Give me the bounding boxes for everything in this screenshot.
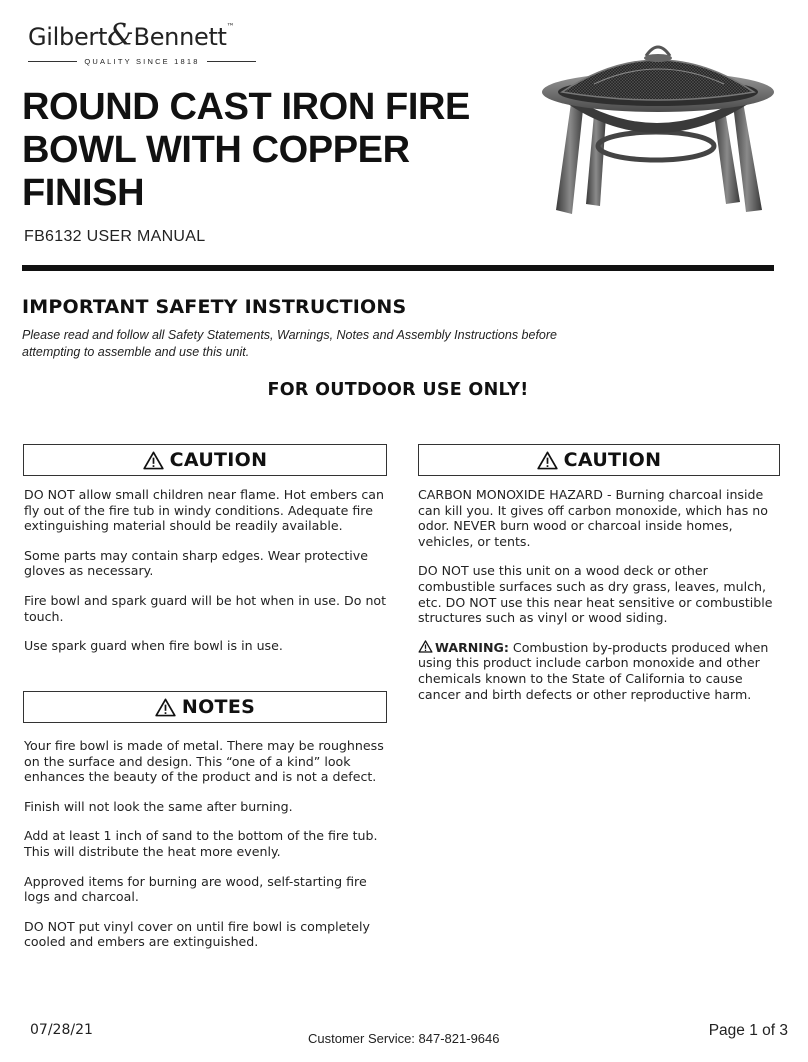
left-caution-paragraph: DO NOT allow small children near flame. Hot embers can fly out of the fire tub in windy conditions. Adequate fire extinguishing material should be readily available. bbox=[24, 487, 384, 534]
outdoor-use-notice: FOR OUTDOOR USE ONLY! bbox=[267, 380, 529, 400]
warning-triangle-icon bbox=[418, 640, 433, 653]
safety-intro-line1: Please read and follow all Safety Statements, Warnings, Notes and Assembly Instructions before bbox=[22, 328, 557, 342]
brand-name-part2: Bennett bbox=[133, 23, 227, 51]
safety-intro bbox=[22, 327, 642, 361]
footer-page-number: Page 1 of 3 bbox=[708, 1022, 788, 1039]
left-caution-paragraph: Some parts may contain sharp edges. Wear protective gloves as necessary. bbox=[24, 547, 368, 579]
warning-triangle-icon bbox=[143, 451, 164, 470]
right-caution-header bbox=[418, 444, 780, 476]
right-caution-label: CAUTION bbox=[563, 449, 662, 471]
notes-paragraph: Your fire bowl is made of metal. There may be roughness on the surface and design. This “one of a kind” look enhances the beauty of the product and is not a defect. bbox=[24, 738, 384, 785]
right-caution-paragraph: DO NOT use this unit on a wood deck or other combustible surfaces such as dry grass, leaves, mulch, etc. DO NOT use this near heat sensitive or combustible structures such as vinyl or wood siding. bbox=[418, 563, 773, 626]
warning-triangle-icon bbox=[537, 451, 558, 470]
notes-header bbox=[23, 691, 387, 723]
right-caution-body bbox=[418, 487, 780, 716]
footer-customer-service: Customer Service: 847-821-9646 bbox=[308, 1031, 500, 1046]
notes-label: NOTES bbox=[181, 696, 256, 718]
warning-text: Combustion by-products produced when using this product include carbon monoxide and other chemicals known to the State of California to cause cancer and birth defects or other reproductive harm. bbox=[418, 639, 769, 702]
footer-date: 07/28/21 bbox=[30, 1022, 93, 1038]
tagline-rule-left bbox=[28, 61, 77, 62]
product-title-line2: BOWL WITH COPPER bbox=[22, 129, 410, 171]
brand-tagline: QUALITY SINCE 1818 bbox=[84, 57, 200, 66]
header-divider bbox=[22, 265, 774, 271]
warning-triangle-icon bbox=[155, 698, 176, 717]
brand-trademark: ™ bbox=[226, 22, 235, 31]
left-caution-paragraph: Use spark guard when fire bowl is in use. bbox=[24, 638, 283, 654]
product-title bbox=[22, 86, 522, 215]
notes-paragraph: DO NOT put vinyl cover on until fire bowl is completely cooled and embers are extinguished. bbox=[24, 918, 370, 950]
product-title-line1: ROUND CAST IRON FIRE bbox=[22, 86, 471, 128]
safety-intro-line2: attempting to assemble and use this unit. bbox=[22, 345, 250, 359]
left-caution-header bbox=[23, 444, 387, 476]
brand-name-part1: Gilbert bbox=[28, 23, 108, 51]
right-caution-paragraph: CARBON MONOXIDE HAZARD - Burning charcoal inside can kill you. It gives off carbon monoxide, which has no odor. NEVER burn wood or charcoal inside homes, vehicles, or tents. bbox=[418, 487, 768, 549]
brand-logo bbox=[28, 18, 278, 66]
fire-bowl-product-image bbox=[534, 34, 778, 220]
notes-paragraph: Finish will not look the same after burning. bbox=[24, 798, 293, 814]
notes-paragraph: Add at least 1 inch of sand to the bottom of the fire tub. This will distribute the heat more evenly. bbox=[24, 828, 378, 859]
tagline-rule-right bbox=[207, 61, 256, 62]
notes-paragraph: Approved items for burning are wood, self-starting fire logs and charcoal. bbox=[24, 873, 367, 905]
brand-name bbox=[28, 18, 278, 53]
brand-ampersand: & bbox=[107, 18, 134, 53]
left-caution-paragraph: Fire bowl and spark guard will be hot when in use. Do not touch. bbox=[24, 592, 387, 624]
manual-label: FB6132 USER MANUAL bbox=[24, 228, 206, 245]
brand-tagline-row bbox=[28, 57, 256, 66]
notes-body bbox=[24, 738, 388, 964]
warning-label: WARNING: bbox=[435, 639, 509, 655]
prop65-warning bbox=[418, 640, 780, 702]
safety-heading: IMPORTANT SAFETY INSTRUCTIONS bbox=[22, 296, 407, 318]
product-title-line3: FINISH bbox=[22, 172, 145, 214]
left-caution-body bbox=[24, 487, 388, 668]
left-caution-label: CAUTION bbox=[169, 449, 268, 471]
